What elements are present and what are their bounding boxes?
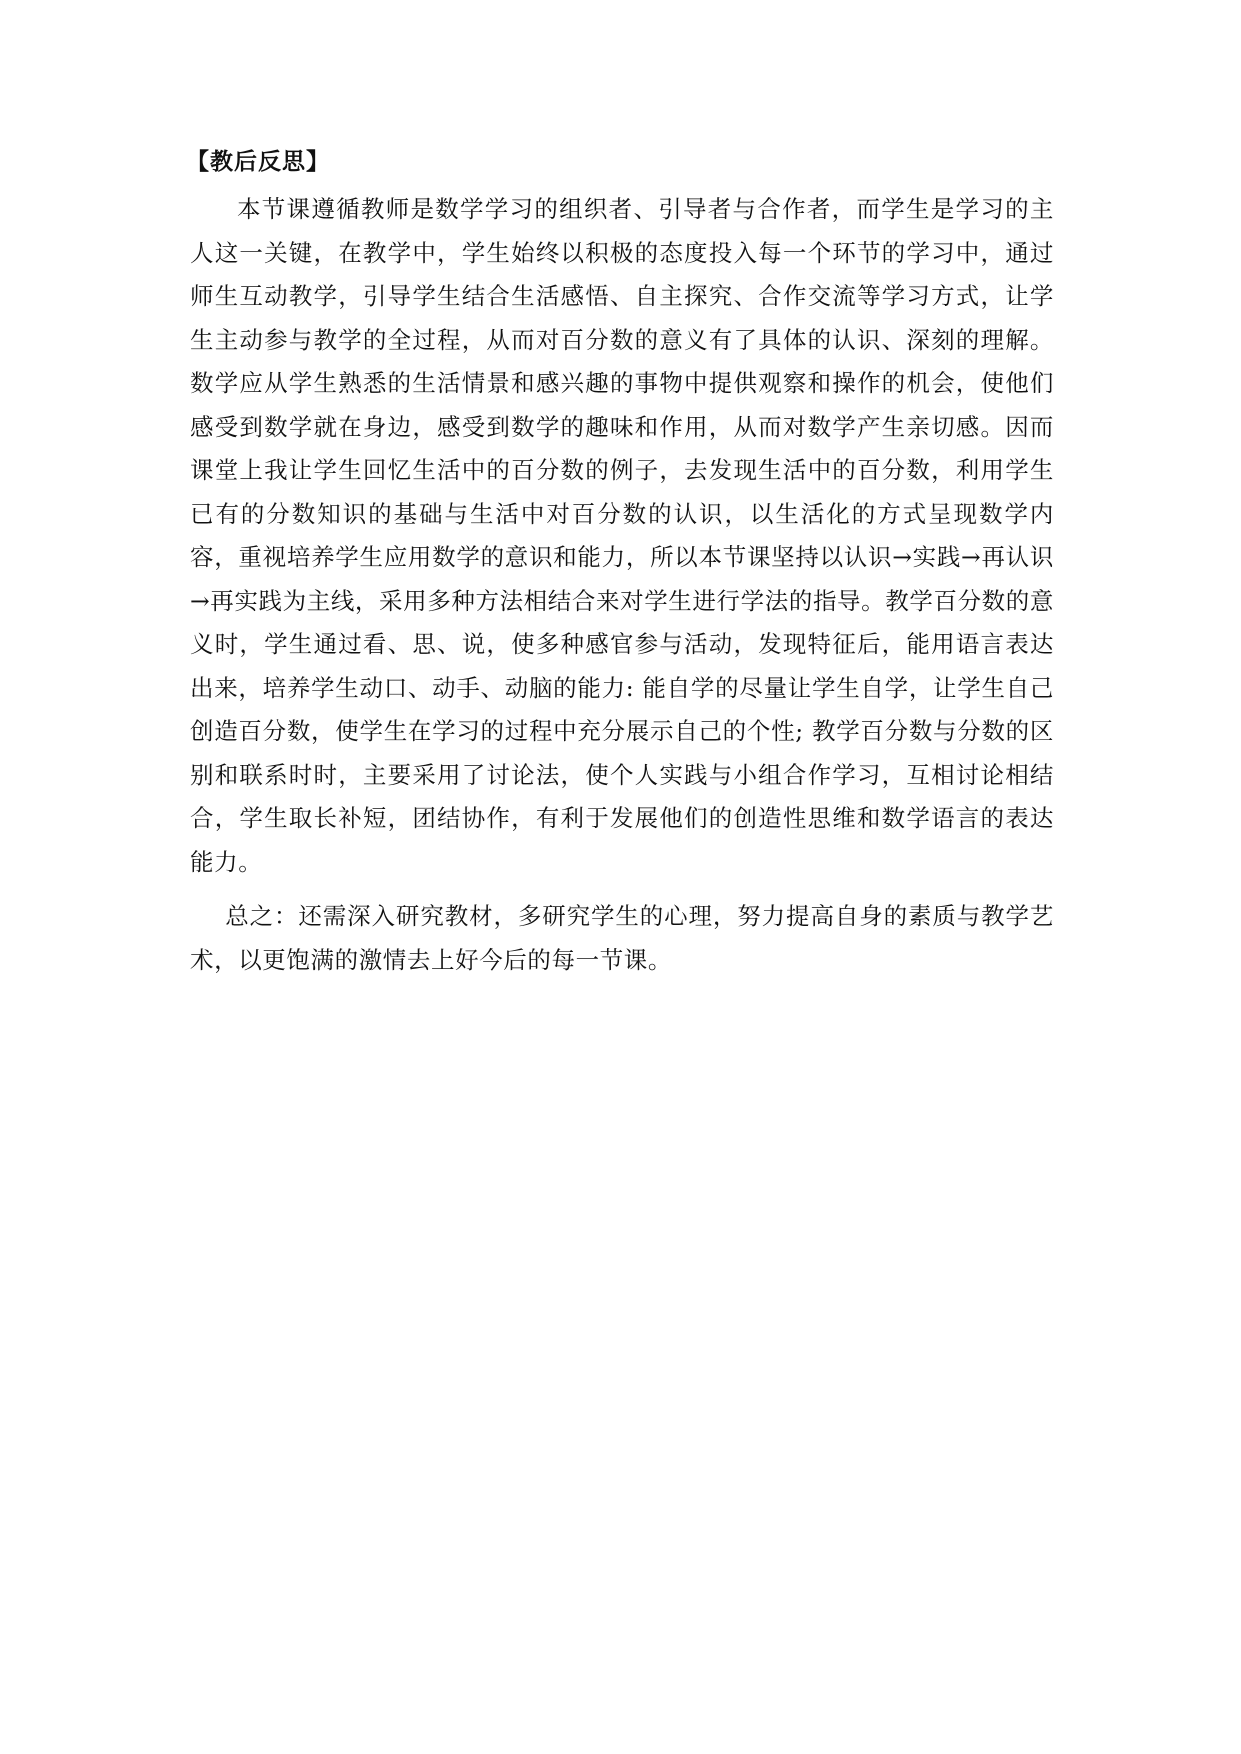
summary-paragraph: 总之：还需深入研究教材，多研究学生的心理，努力提高自身的素质与教学艺术，以更饱满的激情去上好今后的每一节课。 (190, 902, 1054, 974)
section-heading: 【教后反思】 (186, 149, 330, 175)
reflection-paragraph: 本节课遵循教师是数学学习的组织者、引导者与合作者，而学生是学习的主人这一关键，在教学中，学生始终以积极的态度投入每一个环节的学习中，通过师生互动教学，引导学生结合生活感悟、自主探究、合作交流等学习方式，让学生主动参与教学的全过程，从而对百分数的意义有了具体的认识、深刻的理解。数学应从学生熟悉的生活情景和感兴趣的事物中提供观察和操作的机会，使他们感受到数学就在身边，感受到数学的趣味和作用，从而对数学产生亲切感。因而课堂上我让学生回忆生活中的百分数的例子，去发现生活中的百分数，利用学生已有的分数知识的基础与生活中对百分数的认识，以生活化的方式呈现数学内容，重视培养学生应用数学的意识和能力，所以本节课坚持以认识→实践→再认识→再实践为主线，采用多种方法相结合来对学生进行学法的指导。教学百分数的意义时，学生通过看、思、说，使多种感官参与活动，发现特征后，能用语言表达出来，培养学生动口、动手、动脑的能力: 能自学的尽量让学生自学，让学生自己创造百分数，使学生在学习的过程中充分展示自己的个性; 教学百分数与分数的区别和联系时时，主要采用了讨论法，使个人实践与小组合作学习，互相讨论相结合，学生取长补短，团结协作，有利于发展他们的创造性思维和数学语言的表达能力。 (190, 195, 1054, 876)
document-body (186, 142, 1054, 982)
